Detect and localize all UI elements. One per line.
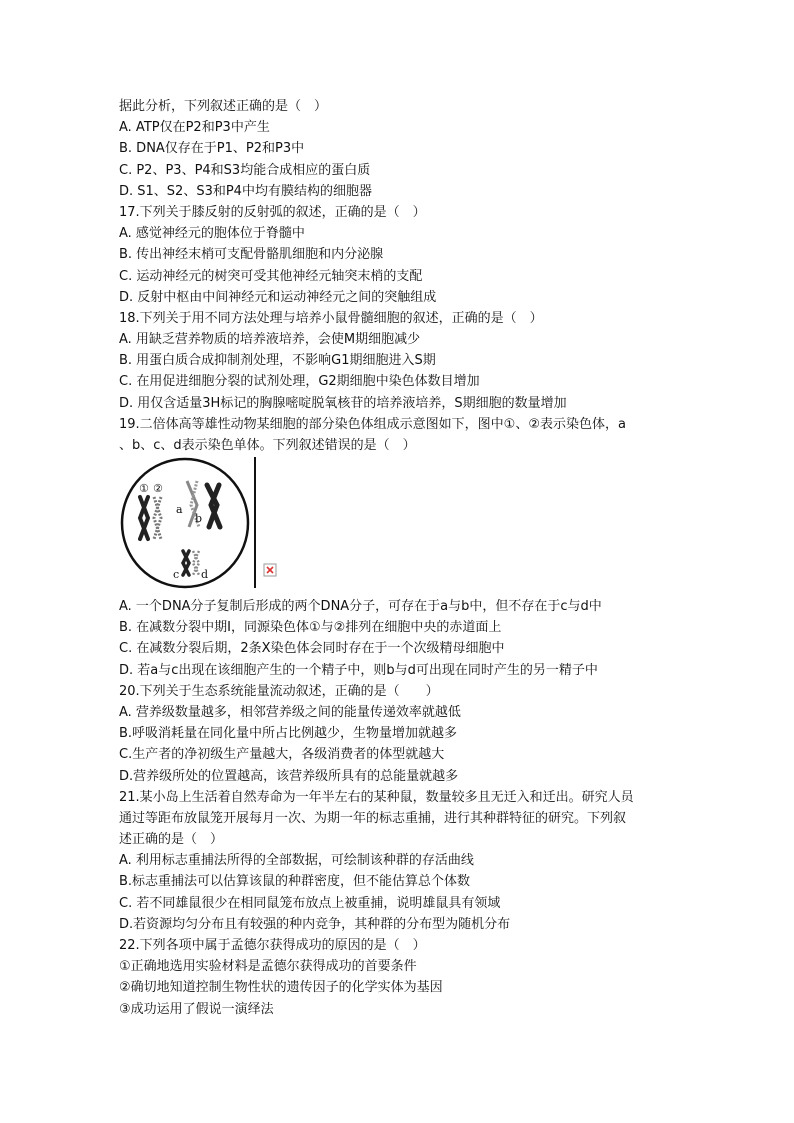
q18-option-a: A. 用缺乏营养物质的培养液培养，会使M期细胞减少 <box>119 332 421 348</box>
q17-stem: 17.下列关于膝反射的反射弧的叙述，正确的是（ ） <box>119 204 426 220</box>
label-chromatid-c: c <box>173 568 180 581</box>
q17-option-d: D. 反射中枢由中间神经元和运动神经元之间的突触组成 <box>119 289 437 305</box>
q19-stem-line2: 、b、c、d表示染色单体。下列叙述错误的是（ ） <box>119 438 416 453</box>
q20-option-b: B.呼吸消耗量在同化量中所占比例越少，生物量增加就越多 <box>119 726 458 742</box>
q19-option-d: D. 若a与c出现在该细胞产生的一个精子中，则b与d可出现在同时产生的另一精子中 <box>119 662 598 678</box>
q19-option-b: B. 在减数分裂中期Ⅰ，同源染色体①与②排列在细胞中央的赤道面上 <box>119 620 502 636</box>
q16-stem: 据此分析，下列叙述正确的是（ ） <box>119 99 328 114</box>
q17-option-a: A. 感觉神经元的胞体位于脊髓中 <box>119 226 305 242</box>
q21-stem-line3: 述正确的是（ ） <box>119 832 224 848</box>
q20-stem: 20.下列关于生态系统能量流动叙述，正确的是（ ） <box>119 683 439 699</box>
q19-option-c: C. 在减数分裂后期，2条X染色体会同时存在于一个次级精母细胞中 <box>119 641 505 657</box>
q16-option-b: B. DNA仅存在于P1、P2和P3中 <box>119 141 305 157</box>
q21-stem-line1: 21.某小岛上生活着自然寿命为一年半左右的某种鼠，数量较多且无迁入和迁出。研究人员 <box>119 789 634 805</box>
broken-image-icon <box>264 564 276 576</box>
q22-item-3: ③成功运用了假说一演绎法 <box>119 1001 274 1017</box>
q18-stem: 18.下列关于用不同方法处理与培养小鼠骨髓细胞的叙述，正确的是（ ） <box>119 310 543 326</box>
label-chromosome-2: ② <box>153 482 163 495</box>
q18-option-b: B. 用蛋白质合成抑制剂处理，不影响G1期细胞进入S期 <box>119 353 436 369</box>
q16-option-a: A. ATP仅在P2和P3中产生 <box>119 120 270 136</box>
q21-option-d: D.若资源均匀分布且有较强的种内竞争，其种群的分布型为随机分布 <box>119 916 511 932</box>
q17-option-c: C. 运动神经元的树突可受其他神经元轴突末梢的支配 <box>119 268 423 284</box>
q21-option-c: C. 若不同雄鼠很少在相同鼠笼布放点上被重捕，说明雄鼠具有领域 <box>119 895 501 911</box>
q21-option-b: B.标志重捕法可以估算该鼠的种群密度，但不能估算总个体数 <box>119 874 471 890</box>
q21-stem-line2: 通过等距布放鼠笼开展每月一次、为期一年的标志重捕，进行其种群特征的研究。下列叙 <box>119 810 627 826</box>
q16-option-d: D. S1、S2、S3和P4中均有膜结构的细胞器 <box>119 183 372 199</box>
question-block-upper <box>119 96 679 456</box>
q20-option-d: D.营养级所处的位置越高，该营养级所具有的总能量就越多 <box>119 768 459 784</box>
q18-option-d: D. 用仅含适量3H标记的胸腺嘧啶脱氧核苷的培养液培养，S期细胞的数量增加 <box>119 395 567 411</box>
q16-option-c: C. P2、P3、P4和S3均能合成相应的蛋白质 <box>119 162 371 178</box>
q22-item-2: ②确切地知道控制生物性状的遗传因子的化学实体为基因 <box>119 980 443 996</box>
q19-stem-line1: 19.二倍体高等雄性动物某细胞的部分染色体组成示意图如下，图中①、②表示染色体，a <box>119 416 626 432</box>
q17-option-b: B. 传出神经末梢可支配骨骼肌细胞和内分泌腺 <box>119 247 384 263</box>
q20-option-a: A. 营养级数量越多，相邻营养级之间的能量传递效率就越低 <box>119 704 461 720</box>
label-chromatid-a: a <box>176 503 183 516</box>
q20-option-c: C.生产者的净初级生产量越大，各级消费者的体型就越大 <box>119 747 445 763</box>
q19-option-a: A. 一个DNA分子复制后形成的两个DNA分子，可存在于a与b中，但不存在于c与d中 <box>119 599 602 614</box>
chromosome-figure <box>119 455 284 590</box>
q18-option-c: C. 在用促进细胞分裂的试剂处理，G2期细胞中染色体数目增加 <box>119 374 480 390</box>
label-chromosome-1: ① <box>139 482 149 495</box>
q21-option-a: A. 利用标志重捕法所得的全部数据，可绘制该种群的存活曲线 <box>119 853 474 869</box>
question-block-lower <box>119 596 679 1020</box>
q22-stem: 22.下列各项中属于孟德尔获得成功的原因的是（ ） <box>119 938 426 953</box>
label-chromatid-b: b <box>195 512 203 525</box>
label-chromatid-d: d <box>201 568 209 581</box>
q22-item-1: ①正确地选用实验材料是孟德尔获得成功的首要条件 <box>119 959 417 975</box>
